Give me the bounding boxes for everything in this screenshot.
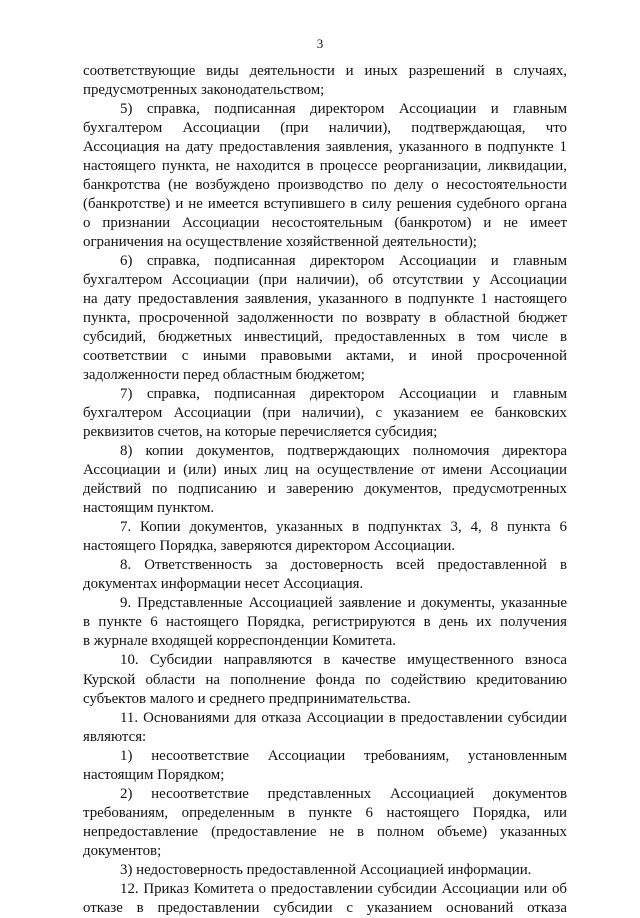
text-line: 6) справка, подписанная директором Ассоциации и главным [120,253,567,270]
text-line: задолженности перед областным бюджетом; [83,367,365,384]
paragraph [83,62,567,100]
text-line: 8. Ответственность за достоверность всей предоставленной в [120,557,567,574]
text-line: 7. Копии документов, указанных в подпунктах 3, 4, 8 пункта 6 [120,519,567,536]
paragraph [83,880,567,918]
paragraph [83,442,567,518]
text-line: в пункте 6 настоящего Порядка, регистрируются в день их получения [83,614,567,631]
text-line: бухгалтером Ассоциации (при наличии), об отсутствии у Ассоциации [83,272,567,289]
text-line: настоящего Порядка, заверяются директором Ассоциации. [83,538,456,555]
text-line: в журнале входящей корреспонденции Комитета. [83,633,396,650]
text-line: 5) справка, подписанная директором Ассоциации и главным [120,101,567,118]
text-line: 12. Приказ Комитета о предоставлении субсидии Ассоциации или об [120,880,567,897]
paragraph [83,594,567,651]
text-line: Ассоциации и (или) иных лиц на осуществление от имени Ассоциации [83,462,567,479]
text-line: пункта, просроченной задолженности по возврату в областной бюджет [83,310,567,327]
text-line: Курской области на пополнение фонда по содействию кредитованию [83,671,567,688]
text-line: субсидий, бюджетных инвестиций, предоставленных в том числе в [83,329,567,346]
text-line: Ассоциация на дату предоставления заявления, указанного в подпункте 1 [83,139,567,156]
text-line: субъектов малого и среднего предпринимательства. [83,690,411,707]
paragraph [83,747,567,785]
document-body [83,62,567,918]
text-line: 8) копии документов, подтверждающих полномочия директора [120,443,567,460]
text-line: документов; [83,842,162,859]
text-line: настоящего пункта, не находится в процессе реорганизации, ликвидации, [83,158,567,175]
paragraph [83,518,567,556]
text-line: действий по подписанию и заверению документов, предусмотренных [83,481,567,498]
text-line: 2) несоответствие представленных Ассоциацией документов [120,785,567,802]
paragraph [83,651,567,708]
text-line: банкротства (не возбуждено производство по делу о несостоятельности [83,177,567,194]
text-line: 11. Основаниями для отказа Ассоциации в предоставлении субсидии [120,709,567,726]
text-line: настоящим пунктом. [83,500,215,517]
text-line: бухгалтером Ассоциации (при наличии), подтверждающая, что [83,120,567,137]
paragraph [83,556,567,594]
text-line: требованиям, определенным в пункте 6 настоящего Порядка, или [83,804,567,821]
page-number: 3 [316,36,324,51]
text-line: 3) недостоверность предоставленной Ассоциацией информации. [120,861,532,878]
paragraph [83,100,567,252]
text-line: соответствующие виды деятельности и иных разрешений в случаях, [83,63,567,79]
text-line: о признании Ассоциации несостоятельным (банкротом) и не имеет [83,215,567,232]
paragraph [83,861,567,880]
text-line: настоящим Порядком; [83,766,225,783]
text-line: являются: [83,728,147,745]
text-line: 10. Субсидии направляются в качестве имущественного взноса [120,652,567,669]
text-line: 1) несоответствие Ассоциации требованиям, установленным [120,747,567,764]
text-line: бухгалтером Ассоциации (при наличии), с указанием ее банковских [83,405,567,422]
text-line: (банкротстве) и не имеется вступившего в силу решения судебного органа [83,196,567,213]
text-line: 7) справка, подписанная директором Ассоциации и главным [120,386,567,403]
paragraph [83,785,567,861]
text-line: ограничения на осуществление хозяйственной деятельности); [83,234,477,251]
paragraph [83,709,567,747]
paragraph [83,252,567,385]
text-line: соответствии с иными правовыми актами, и иной просроченной [83,348,567,365]
text-line: непредоставление (предоставление не в полном объеме) указанных [83,823,567,840]
text-line: отказе в предоставлении субсидии с указанием оснований отказа [83,899,567,916]
text-line: реквизитов счетов, на которые перечисляется субсидия; [83,424,438,441]
text-line: на дату предоставления заявления, указанного в подпункте 1 настоящего [83,291,567,308]
paragraph [83,385,567,442]
text-line: документах информации несет Ассоциация. [83,576,364,593]
text-line: 9. Представленные Ассоциацией заявление и документы, указанные [120,595,567,612]
text-line: предусмотренных законодательством; [83,82,325,99]
